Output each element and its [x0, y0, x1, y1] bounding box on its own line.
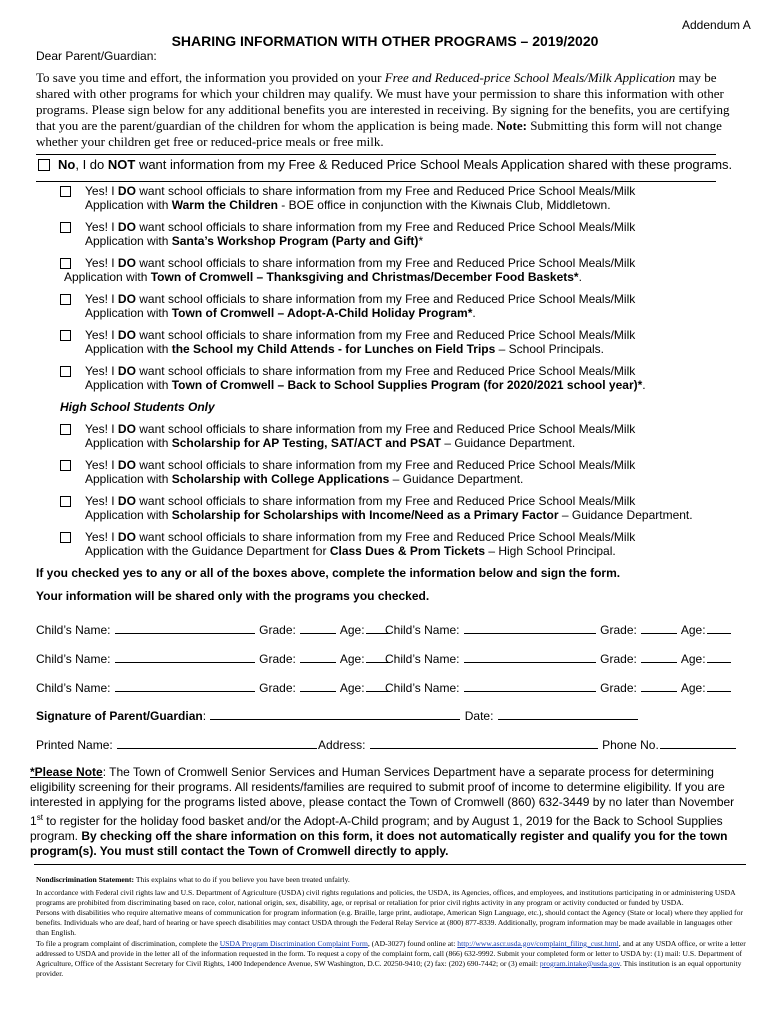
grade-label: Grade:	[259, 623, 296, 637]
childs-name-field[interactable]	[115, 651, 255, 663]
do-label: DO	[117, 220, 136, 234]
note-bold-text: By checking off the share information on this form, it does not automatically register and qualify you for the town program(s). You must still contact the Town of Cromwell directly to apply.	[30, 829, 728, 858]
high-school-heading: High School Students Only	[60, 400, 215, 414]
do-label: DO	[117, 328, 136, 342]
signature-colon: :	[202, 709, 207, 723]
statement-text: , (AD-3027) found online at:	[367, 938, 458, 948]
grade-field[interactable]	[300, 680, 336, 692]
share-checkbox-class-dues[interactable]	[60, 532, 71, 543]
yes-label: Yes! I	[85, 364, 118, 378]
option-text: want school officials to share information from my Free and Reduced Price School Meals/Milk	[135, 184, 636, 198]
do-label: DO	[117, 422, 136, 436]
address-field[interactable]	[370, 737, 598, 749]
date-label: Date:	[464, 709, 494, 723]
program-name: Scholarship for AP Testing, SAT/ACT and PSAT	[171, 436, 442, 450]
option-santas-workshop	[85, 220, 635, 248]
statement-text: . This institution is an equal opportunity provider.	[36, 958, 742, 978]
do-label: DO	[117, 364, 136, 378]
intro-text: Submitting this form will not change whether your children get free or reduced-price meals or free milk.	[36, 118, 722, 149]
not-label: NOT	[107, 157, 136, 172]
option-field-trips	[85, 328, 635, 356]
age-label: Age:	[680, 623, 706, 637]
option-text: want school officials to share information from my Free and Reduced Price School Meals/Milk	[135, 458, 636, 472]
statement-text: This explains what to do if you believe you have been treated unfairly.	[134, 875, 350, 884]
note-label: Note:	[496, 118, 527, 133]
share-checkbox-school-supplies[interactable]	[60, 366, 71, 377]
program-name: the School my Child Attends - for Lunches on Field Trips	[171, 342, 496, 356]
yes-label: Yes! I	[85, 328, 118, 342]
statement-text: To file a program complaint of discrimination, complete the	[36, 938, 220, 948]
share-checkbox-warm-the-children[interactable]	[60, 186, 71, 197]
intro-text: To save you time and effort, the information you provided on your	[36, 70, 385, 85]
option-text: want information from my Free & Reduced Price School Meals Application shared with these programs.	[135, 157, 733, 172]
option-text: - BOE office in conjunction with the Kiwnais Club, Middletown.	[277, 198, 611, 212]
yes-label: Yes! I	[85, 256, 118, 270]
yes-label: Yes! I	[85, 422, 118, 436]
note-text: to register for the holiday food basket and/or the Adopt-A-Child program; and by August 1, 2019 for the Back to School Supplies program.	[30, 814, 723, 843]
option-text: – Guidance Department.	[389, 472, 524, 486]
option-text: Application with	[85, 342, 172, 356]
signature-field[interactable]	[210, 708, 460, 720]
email-link[interactable]: program.intake@usda.gov	[539, 958, 620, 968]
option-income-scholarships	[85, 494, 693, 522]
application-name: Free and Reduced-price School Meals/Milk Application	[384, 70, 676, 85]
program-name: Town of Cromwell – Thanksgiving and Christmas/December Food Baskets*	[150, 270, 579, 284]
childs-name-label: Child’s Name:	[385, 652, 460, 666]
share-checkbox-santas-workshop[interactable]	[60, 222, 71, 233]
do-label: DO	[117, 530, 136, 544]
child-row	[36, 622, 391, 637]
childs-name-label: Child’s Name:	[385, 623, 460, 637]
complaint-url-link[interactable]: http://www.ascr.usda.gov/complaint_filing_cust.html	[457, 938, 619, 948]
yes-label: Yes! I	[85, 292, 118, 306]
age-label: Age:	[339, 681, 365, 695]
age-label: Age:	[680, 681, 706, 695]
divider	[36, 181, 716, 182]
do-label: DO	[117, 256, 136, 270]
childs-name-field[interactable]	[464, 622, 596, 634]
grade-field[interactable]	[300, 651, 336, 663]
option-text: Application with	[85, 472, 172, 486]
child-row	[36, 680, 391, 695]
option-warm-the-children	[85, 184, 635, 212]
childs-name-label: Child’s Name:	[36, 681, 111, 695]
grade-label: Grade:	[259, 652, 296, 666]
printed-name-field[interactable]	[117, 737, 317, 749]
addendum-label: Addendum A	[682, 18, 751, 32]
page-title: SHARING INFORMATION WITH OTHER PROGRAMS – 2019/2020	[171, 33, 599, 49]
grade-field[interactable]	[641, 680, 677, 692]
age-field[interactable]	[707, 680, 731, 692]
ordinal-suffix: st	[36, 813, 43, 822]
option-adopt-a-child	[85, 292, 635, 320]
option-text: want school officials to share information from my Free and Reduced Price School Meals/Milk	[135, 364, 636, 378]
no-share-checkbox[interactable]	[38, 159, 50, 171]
statement-text: Persons with disabilities who require alternative means of communication for program information (e.g. Braille, large print, audiotape, American Sign Language, etc.), should contact the Agency (State or local) where they applied for benefits. Individuals who are deaf, hard of hearing or have speech disabilities may contact USDA through the Federal Relay Service at (800) 877-8339. Additionally, program information may be made available in languages other than English.	[36, 908, 743, 938]
option-food-baskets-line2	[64, 270, 582, 284]
note-text: : The Town of Cromwell Senior Services and Human Services Department have a separate process for determining eligibility screening for their programs. All residents/families are required to submit proof of income to determine eligibility. If you are interested in applying for the programs listed above, please contact the Town of Cromwell (860) 632-3449 by no later than November 1	[30, 765, 735, 828]
grade-field[interactable]	[641, 651, 677, 663]
grade-label: Grade:	[259, 681, 296, 695]
no-label: No	[58, 157, 76, 172]
do-label: DO	[117, 184, 136, 198]
childs-name-field[interactable]	[464, 651, 596, 663]
program-name: Warm the Children	[171, 198, 278, 212]
age-label: Age:	[680, 652, 706, 666]
please-note-paragraph	[30, 765, 748, 859]
yes-label: Yes! I	[85, 220, 118, 234]
divider	[36, 154, 716, 155]
share-checkbox-food-baskets[interactable]	[60, 258, 71, 269]
childs-name-field[interactable]	[115, 680, 255, 692]
option-text: , I do	[75, 157, 108, 172]
grade-field[interactable]	[641, 622, 677, 634]
program-name: Santa’s Workshop Program (Party and Gift)	[171, 234, 419, 248]
do-label: DO	[117, 494, 136, 508]
no-share-option	[58, 157, 732, 172]
grade-label: Grade:	[600, 681, 637, 695]
divider	[34, 864, 746, 865]
grade-field[interactable]	[300, 622, 336, 634]
option-text: .	[472, 306, 476, 320]
option-text: want school officials to share information from my Free and Reduced Price School Meals/Milk	[135, 422, 636, 436]
share-checkbox-ap-testing[interactable]	[60, 424, 71, 435]
phone-label: Phone No.	[602, 738, 659, 752]
child-row	[36, 651, 391, 666]
share-checkbox-field-trips[interactable]	[60, 330, 71, 341]
program-name: Town of Cromwell – Adopt-A-Child Holiday Program*	[171, 306, 473, 320]
childs-name-label: Child’s Name:	[385, 681, 460, 695]
age-label: Age:	[339, 623, 365, 637]
option-ap-testing	[85, 422, 635, 450]
intro-text: may be shared with other programs for which your children may qualify. We must have your permission to share this information with other programs. Please sign below for any additional benefits you are interested in receiving. By signing for the benefits, you are certifying that you are the parent/guardian of the children for whom the application is being made.	[36, 70, 730, 133]
program-name: Town of Cromwell – Back to School Supplies Program (for 2020/2021 school year)*	[171, 378, 643, 392]
nondiscrimination-label: Nondiscrimination Statement:	[36, 875, 135, 884]
signature-row	[36, 708, 639, 723]
childs-name-label: Child’s Name:	[36, 652, 111, 666]
option-college-applications	[85, 458, 635, 486]
salutation: Dear Parent/Guardian:	[36, 49, 157, 63]
address-label: Address:	[318, 738, 366, 752]
option-text: *	[418, 234, 424, 248]
grade-label: Grade:	[600, 623, 637, 637]
statement-text: In accordance with Federal civil rights law and U.S. Department of Agriculture (USDA) civil rights regulations and policies, the USDA, its Agencies, offices, and employees, and institutions participating in or administering USDA programs are prohibited from discriminating based on race, color, national origin, sex, disability, age, or reprisal or retaliation for prior civil rights activity in any program or activity conducted or funded by USDA.	[36, 888, 736, 908]
nondiscrimination-statement	[36, 875, 746, 979]
option-text: Application with	[85, 198, 172, 212]
option-class-dues	[85, 530, 635, 558]
complaint-form-link[interactable]: USDA Program Discrimination Complaint Form	[219, 938, 368, 948]
signature-label: Signature of Parent/Guardian	[36, 709, 203, 723]
share-checkbox-adopt-a-child[interactable]	[60, 294, 71, 305]
printed-name-label: Printed Name:	[36, 738, 113, 752]
option-text: Application with	[85, 234, 172, 248]
contact-row	[36, 737, 737, 752]
yes-label: Yes! I	[85, 458, 118, 472]
option-text: Application with	[64, 270, 151, 284]
option-text: want school officials to share information from my Free and Reduced Price School Meals/Milk	[135, 328, 636, 342]
yes-label: Yes! I	[85, 494, 118, 508]
option-food-baskets	[85, 256, 635, 270]
option-text: – High School Principal.	[485, 544, 616, 558]
option-text: – Guidance Department.	[441, 436, 576, 450]
child-row	[385, 622, 732, 637]
yes-label: Yes! I	[85, 184, 118, 198]
instruction-shared-only: Your information will be shared only with the programs you checked.	[36, 589, 430, 603]
option-text: want school officials to share information from my Free and Reduced Price School Meals/Milk	[135, 494, 636, 508]
option-text: want school officials to share information from my Free and Reduced Price School Meals/Milk	[135, 256, 636, 270]
option-text: .	[642, 378, 646, 392]
option-text: want school officials to share information from my Free and Reduced Price School Meals/Milk	[135, 530, 636, 544]
option-text: want school officials to share information from my Free and Reduced Price School Meals/Milk	[135, 220, 636, 234]
childs-name-label: Child’s Name:	[36, 623, 111, 637]
complaint-paragraph	[36, 939, 746, 979]
grade-label: Grade:	[600, 652, 637, 666]
option-text: Application with	[85, 508, 172, 522]
program-name: Class Dues & Prom Tickets	[329, 544, 485, 558]
age-label: Age:	[339, 652, 365, 666]
childs-name-field[interactable]	[464, 680, 596, 692]
statement-text: , and at any USDA office, or write a letter addressed to USDA and provide in the letter all of the information requested in the form. To request a copy of the complaint form, call (866) 632-9992. Submit your completed form or letter to USDA by: (1) mail: U.S. Department of Agriculture, Office of the Assistant Secretary for Civil Rights, 1400 Independence Avenue, SW Washington, D.C. 20250-9410; (2) fax: (202) 690-7442; or (3) email:	[36, 938, 746, 968]
option-school-supplies	[85, 364, 646, 392]
child-row	[385, 651, 732, 666]
program-name: Scholarship with College Applications	[171, 472, 390, 486]
do-label: DO	[117, 458, 136, 472]
option-text: – School Principals.	[495, 342, 605, 356]
age-field[interactable]	[707, 651, 731, 663]
share-checkbox-income-scholarships[interactable]	[60, 496, 71, 507]
option-text: Application with	[85, 378, 172, 392]
yes-label: Yes! I	[85, 530, 118, 544]
option-text: Application with the Guidance Department for	[85, 544, 330, 558]
date-field[interactable]	[498, 708, 638, 720]
phone-field[interactable]	[660, 737, 736, 749]
please-note-label: *Please Note	[30, 765, 103, 779]
program-name: Scholarship for Scholarships with Income/Need as a Primary Factor	[171, 508, 559, 522]
option-text: Application with	[85, 436, 172, 450]
option-text: Application with	[85, 306, 172, 320]
option-text: .	[578, 270, 582, 284]
age-field[interactable]	[707, 622, 731, 634]
instruction-complete-info: If you checked yes to any or all of the boxes above, complete the information below and sign the form.	[36, 566, 621, 580]
intro-paragraph	[36, 70, 744, 150]
childs-name-field[interactable]	[115, 622, 255, 634]
option-text: – Guidance Department.	[558, 508, 693, 522]
child-row	[385, 680, 732, 695]
option-text: want school officials to share information from my Free and Reduced Price School Meals/Milk	[135, 292, 636, 306]
do-label: DO	[117, 292, 136, 306]
share-checkbox-college-applications[interactable]	[60, 460, 71, 471]
